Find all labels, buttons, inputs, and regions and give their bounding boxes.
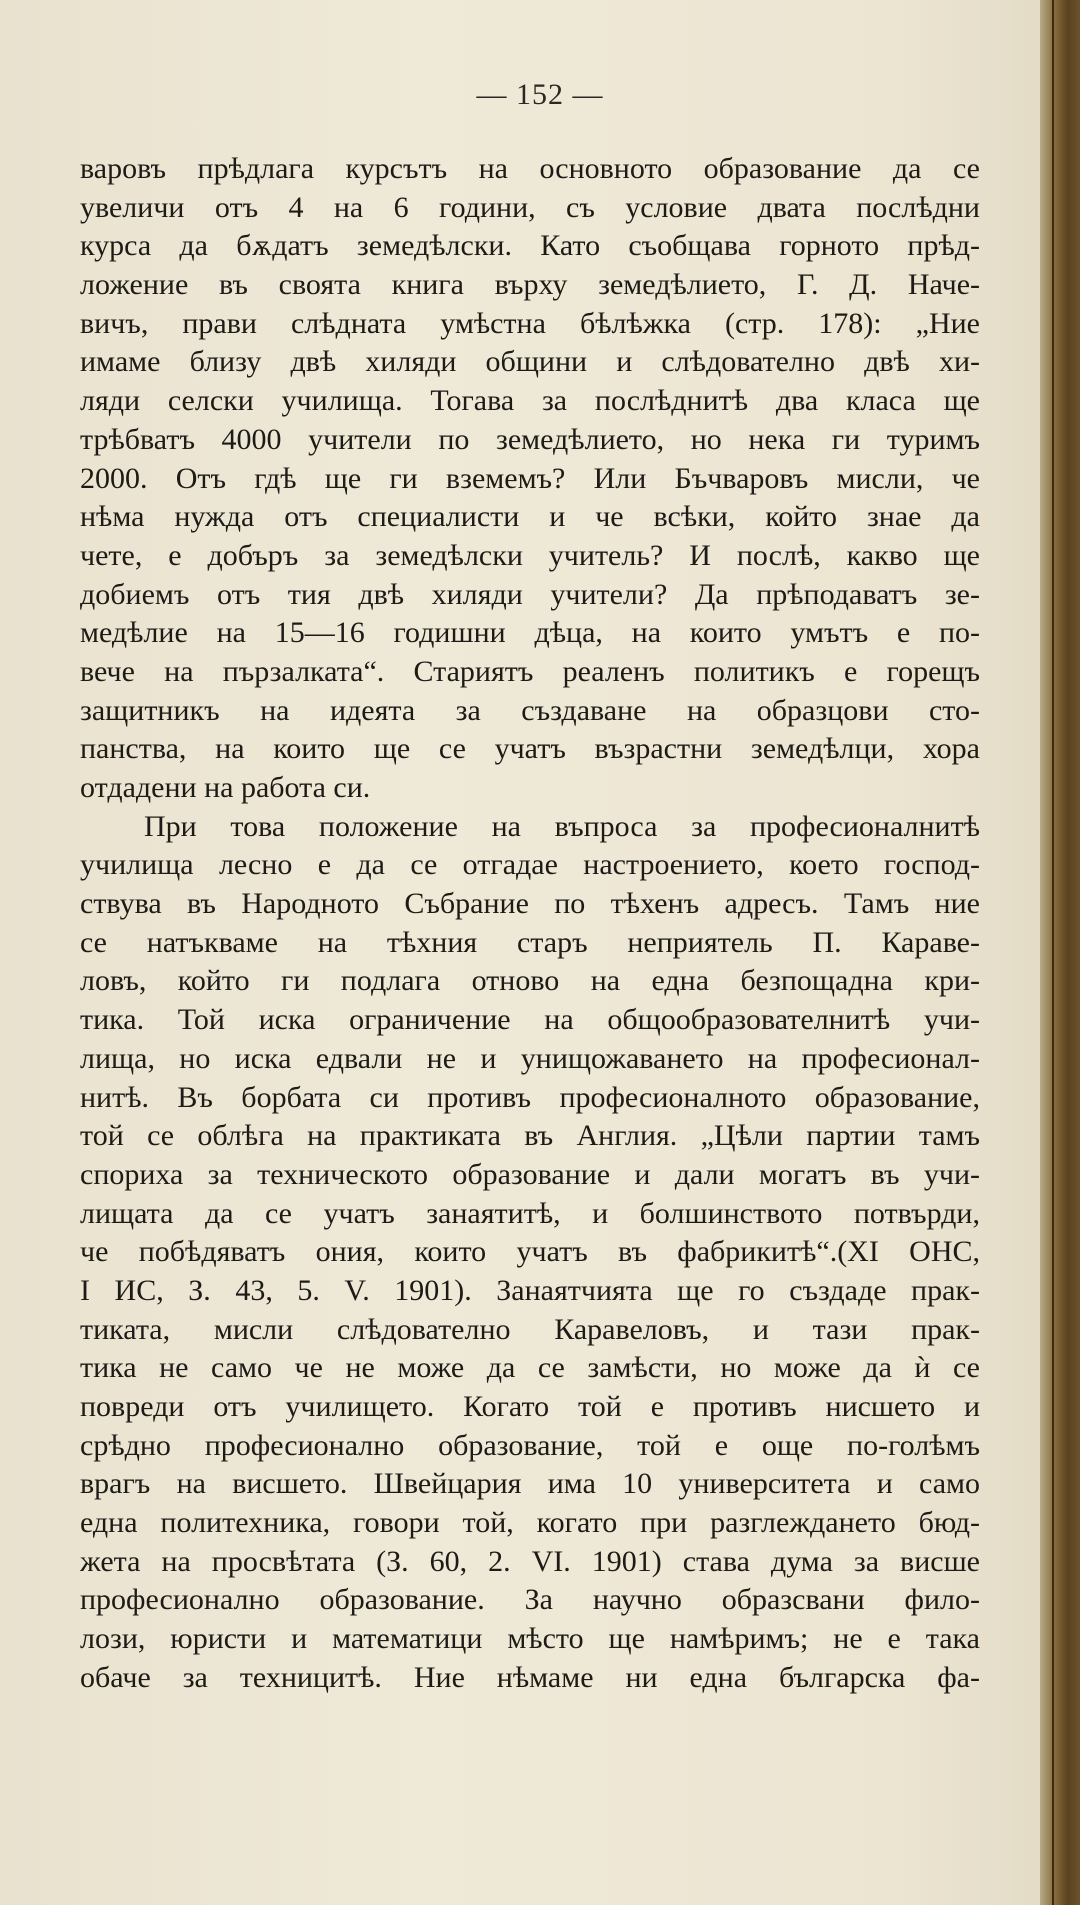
- text-line: отдадени на работа си.: [80, 771, 371, 804]
- text-line: увеличи отъ 4 на 6 години, съ условие двата послѣдни: [80, 190, 980, 224]
- text-line: варовъ прѣдлага курсътъ на основното образование да се: [80, 152, 980, 185]
- text-line: медѣлие на 15—16 годишни дѣца, на които умътъ е по-: [80, 616, 980, 650]
- text-line: ложение въ своята книга върху земедѣлието, Г. Д. Наче-: [80, 268, 980, 302]
- page-edge-line: [1052, 0, 1054, 1905]
- book-spine-edge: [1040, 0, 1080, 1905]
- text-line: спориха за техническото образование и дали могатъ въ учи-: [80, 1157, 980, 1191]
- text-line: имаме близу двѣ хиляди общини и слѣдователно двѣ хи-: [80, 345, 980, 379]
- text-line: повреди отъ училището. Когато той е противъ нисшето и: [80, 1390, 980, 1423]
- text-line: обаче за техницитѣ. Ние нѣмаме ни една българска фа-: [80, 1660, 980, 1694]
- text-line: вичъ, прави слѣдната умѣстна бѣлѣжка (стр. 178): „Ние: [80, 306, 980, 340]
- text-line: че побѣдяватъ ония, които учатъ въ фабрикитѣ“.(XI ОНС,: [80, 1235, 980, 1269]
- text-line: лищата да се учатъ занаятитѣ, и болшинството потвърди,: [80, 1196, 980, 1230]
- body-text: [80, 150, 980, 1698]
- text-line: тика. Той иска ограничение на общообразователнитѣ учи-: [80, 1003, 980, 1037]
- text-line: защитникъ на идеята за създаване на образцови сто-: [80, 693, 980, 727]
- text-line: ловъ, който ги подлага отново на една безпощадна кри-: [80, 964, 980, 998]
- text-line: лози, юристи и математици мѣсто ще намѣримъ; не е така: [80, 1622, 980, 1656]
- text-line: жета на просвѣтата (З. 60, 2. VI. 1901) става дума за висше: [80, 1544, 980, 1578]
- text-line: нитѣ. Въ борбата си противъ професионалното образование,: [80, 1080, 980, 1114]
- text-line: врагъ на висшето. Швейцария има 10 университета и само: [80, 1467, 980, 1501]
- text-line: тика не само че не може да се замѣсти, но може да ѝ се: [80, 1351, 980, 1385]
- text-line: се натъкваме на тѣхния старъ неприятель П. Караве-: [80, 925, 980, 959]
- text-line: училища лесно е да се отгадае настроението, което господ-: [80, 848, 980, 882]
- text-line: курса да бѫдатъ земедѣлски. Като съобщава горното прѣд-: [80, 229, 980, 263]
- page-number: — 152 —: [476, 78, 604, 111]
- text-line: професионално образование. За научно образсвани фило-: [80, 1583, 980, 1617]
- text-line: I ИС, З. 43, 5. V. 1901). Занаятчията ще го създаде прак-: [80, 1273, 980, 1307]
- text-line: трѣбватъ 4000 учители по земедѣлието, но нека ги туримъ: [80, 422, 980, 456]
- text-line: ствува въ Народното Събрание по тѣхенъ адресъ. Тамъ ние: [80, 887, 980, 921]
- text-line: панства, на които ще се учатъ възрастни земедѣлци, хора: [80, 732, 980, 766]
- text-line: нѣма нужда отъ специалисти и че всѣки, който знае да: [80, 500, 980, 534]
- text-line: ляди селски училища. Тогава за послѣднитѣ два класа ще: [80, 384, 980, 418]
- text-line: вече на пързалката“. Стариятъ реаленъ политикъ е горещъ: [80, 654, 980, 688]
- text-line: При това положение на въпроса за професионалнитѣ: [144, 809, 980, 843]
- text-line: той се облѣга на практиката въ Англия. „Цѣли партии тамъ: [80, 1119, 980, 1153]
- text-line: срѣдно професионално образование, той е още по-голѣмъ: [80, 1428, 980, 1462]
- text-line: добиемъ отъ тия двѣ хиляди учители? Да прѣподаватъ зе-: [80, 577, 980, 611]
- text-line: 2000. Отъ гдѣ ще ги вземемъ? Или Бъчваровъ мисли, че: [80, 461, 980, 495]
- text-line: тиката, мисли слѣдователно Каравеловъ, и тази прак-: [80, 1312, 980, 1346]
- text-line: една политехника, говори той, когато при разглеждането бюд-: [80, 1506, 980, 1540]
- text-line: лища, но иска едвали не и унищожаването на професионал-: [80, 1041, 980, 1075]
- text-line: чете, е добъръ за земедѣлски учитель? И послѣ, какво ще: [80, 538, 980, 572]
